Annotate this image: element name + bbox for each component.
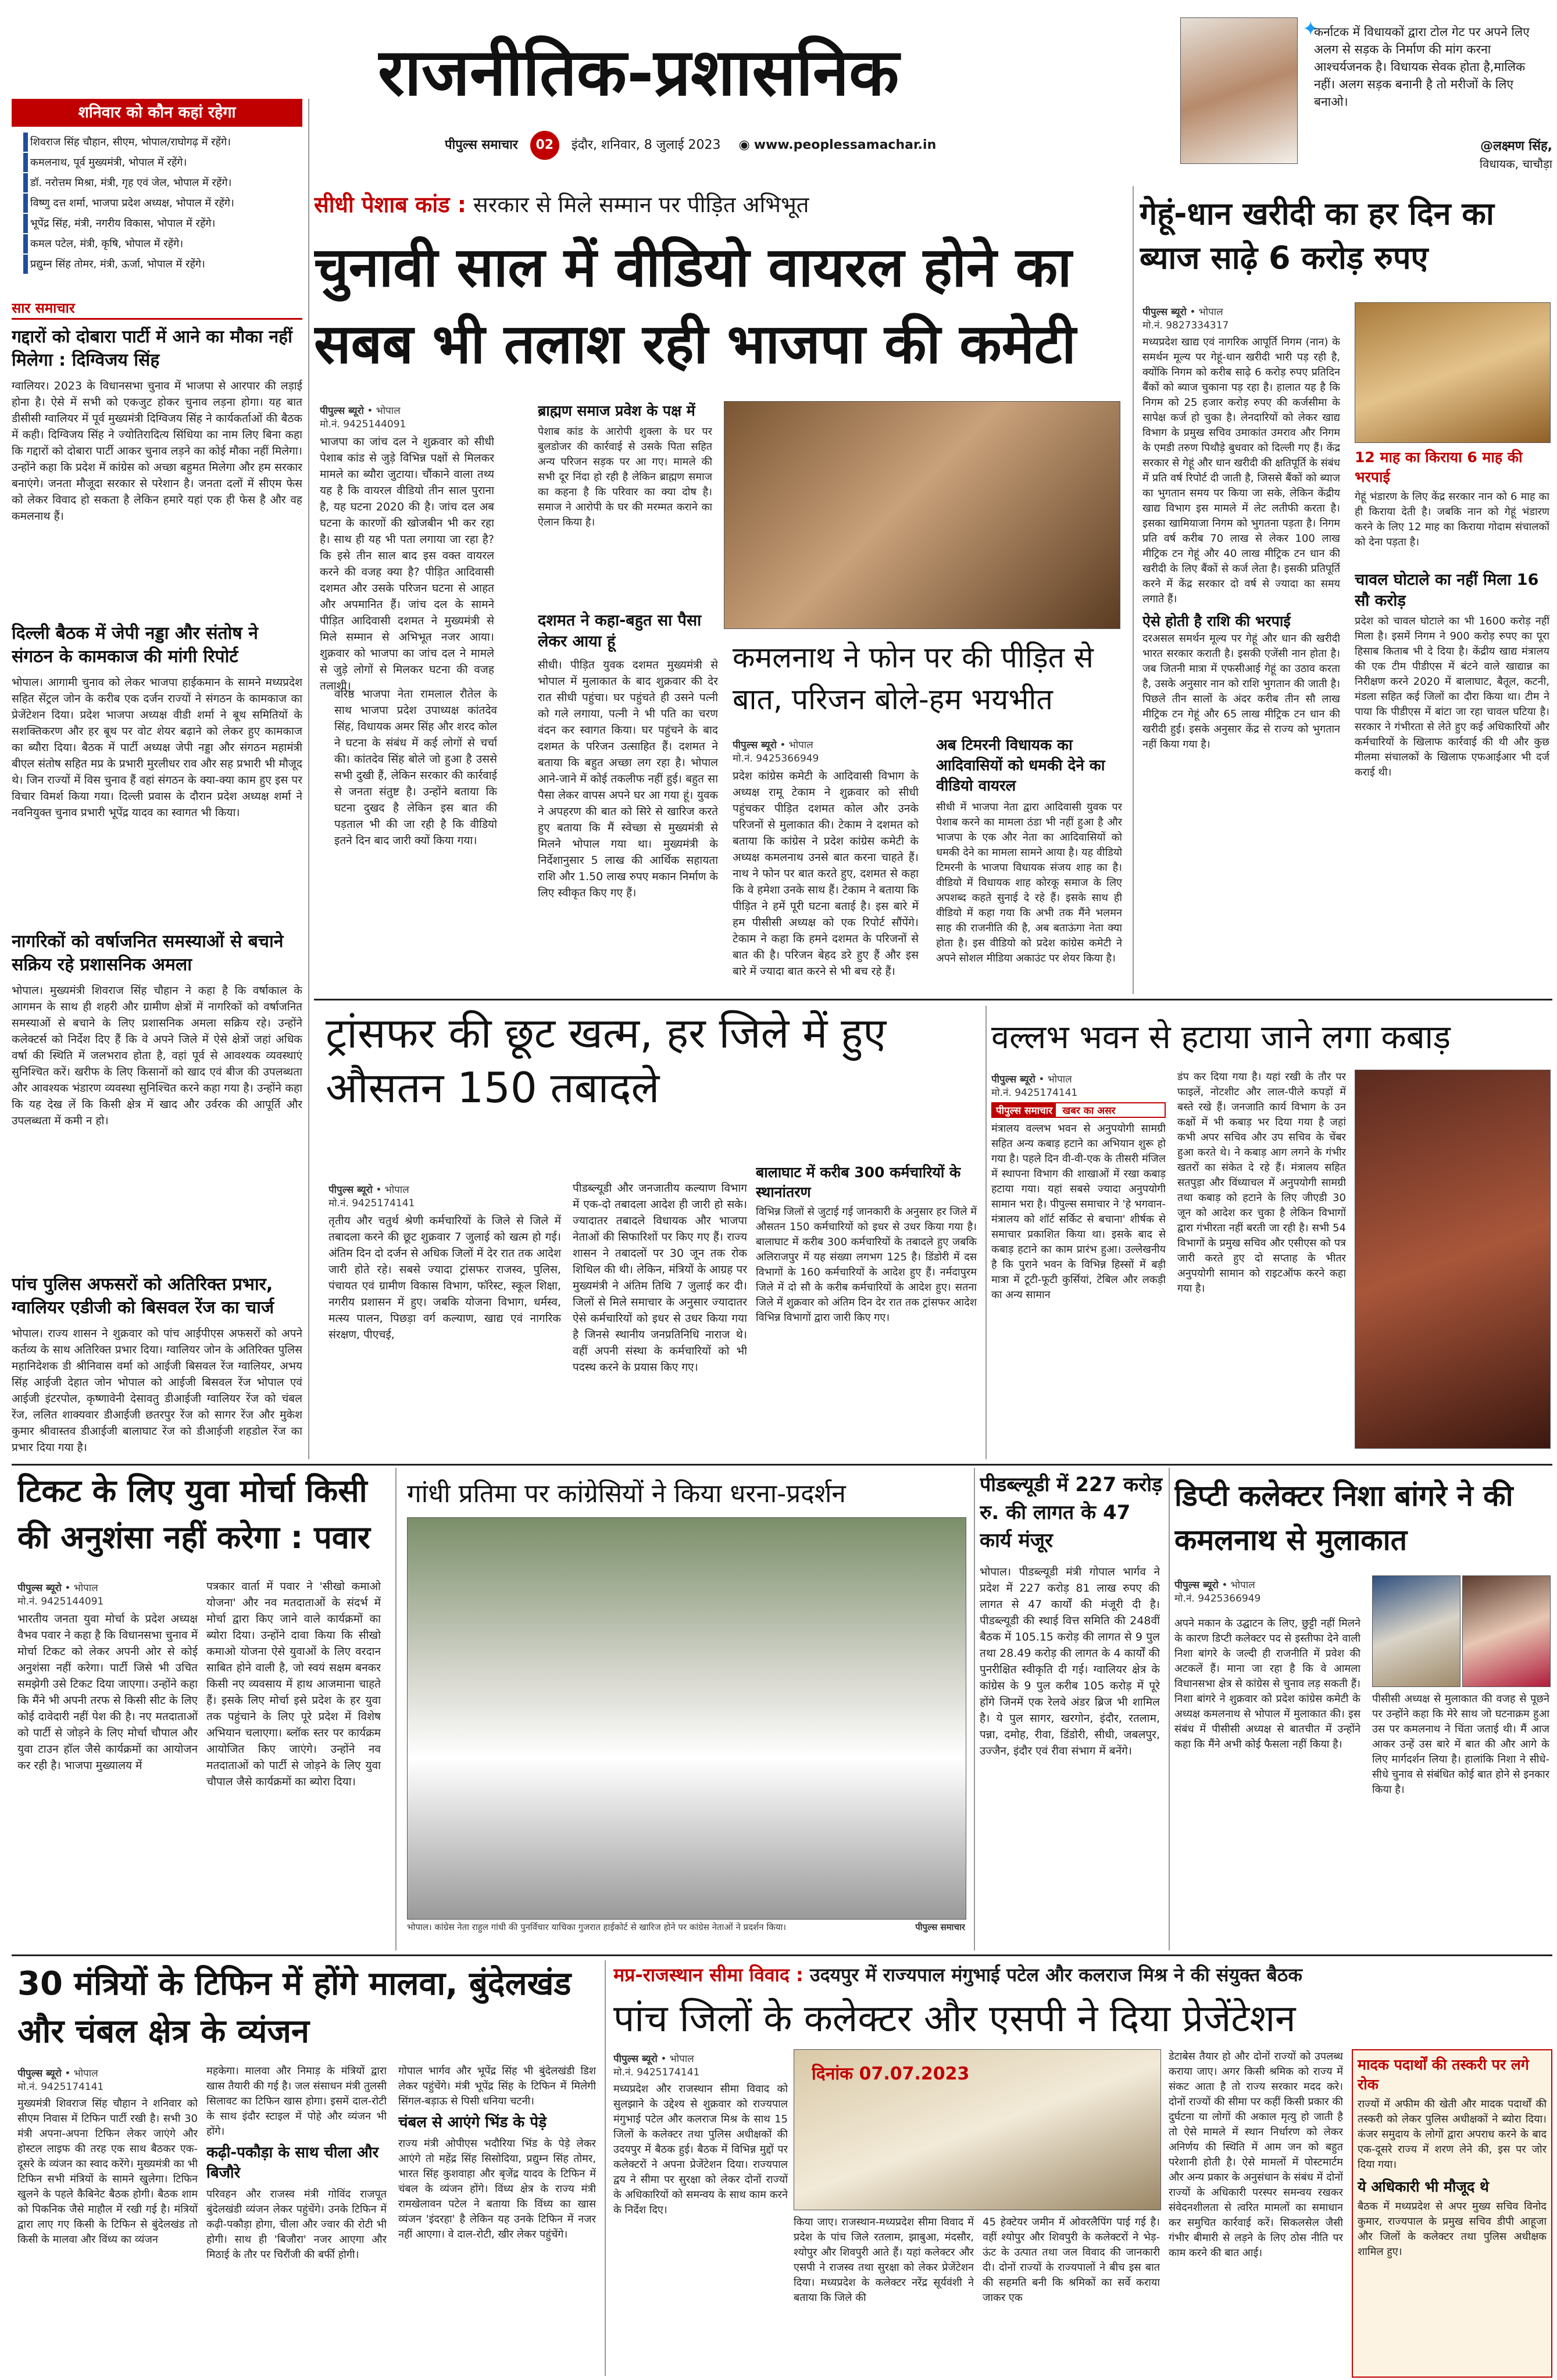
narcotics-head: मादक पदार्थों की तस्करी पर लगे रोक <box>1358 2056 1529 2093</box>
saar-story-3 <box>12 930 302 1267</box>
pawar-col-1: पीपुल्स ब्यूरो • भोपाल मो.नं. 9425144091 भारतीय जनता युवा मोर्चा के प्रदेश अध्यक्ष वैभव पवार ने कहा है कि विधानसभा चुनाव में मोर्चा टिकट को लेकर अपनी ओर से कोई अनुशंसा नहीं करेगा। पार्टी जिसे भी उचित समझेगी उसे टिकट दिया जाएगा। उन्होंने कहा कि मैंने भी अपनी तरफ से किसी सीट के लिए कोई दावेदारी नहीं पेश की है। नए मतदाताओं को पार्टी से जोड़ने के लिए मोर्चा चौपाल और युवा टाउन हॉल जैसे कार्यक्रमों का आयोजन कर रही है। भाजपा मुख्यालय में <box>17 1578 198 1950</box>
nisha-place: भोपाल <box>1230 1579 1255 1591</box>
wheat-body: मध्यप्रदेश खाद्य एवं नागरिक आपूर्ति निगम (नान) के समर्थन मूल्य पर गेहूं-धान खरीदी भारी पड़ रही है, क्योंकि निगम को करीब साढ़े 6 करोड़ रुपए प्रतिदिन बैंकों को ब्याज चुकाना पड़ रहा है। हालात यह है कि निगम को 25 हजार करोड़ रुपए की कर्जसीमा के सापेक्ष कर्ज हो चुका है। लेनदारियों को लेकर खाद्य विभाग के प्रमुख सचिव उमाकांत उमराव और निगम के एमडी तरुण पिथौड़े बुधवार को दिल्ली गए हैं। केंद्र सरकार से गेहूं और धान खरीदी की क्षतिपूर्ति के संबंध में प्रति वर्ष रिपोर्ट दी जाती है, जिससे बैंकों को ब्याज का भुगतान समय पर किया जा सके, लेकिन केंद्रीय खाद्य विभाग इस मामले में लेट लतीफी करता है। इसका खामियाजा निगम को भुगतना पड़ता है। निगम प्रति वर्ष करीब 70 लाख से लेकर 100 लाख मीट्रिक टन गेहूं और 40 लाख मीट्रिक टन धान की खरीदी के लिए बैंकों से कर्ज लेता है। इसकी प्रतिपूर्ति करने में केंद्र सरकार दो वर्ष से ज्यादा का समय लगाते हैं। <box>1142 336 1340 605</box>
nisha-byline-block: पीपुल्स ब्यूरो • भोपाल मो.नं. 9425366949 <box>1174 1575 1372 1610</box>
schedule-item: भूपेंद्र सिंह, मंत्री, नगरीय विकास, भोपाल में रहेंगे। <box>23 214 302 233</box>
kamalnath-photo <box>1372 1575 1460 1687</box>
border-col-4 <box>1169 2049 1343 2378</box>
pawar-mobile: मो.नं. 9425144091 <box>17 1596 104 1607</box>
pawar-headline: टिकट के लिए युवा मोर्चा किसी की अनुशंसा नहीं करेगा : पवार <box>17 1473 370 1556</box>
khabar-ka-asar-badge <box>991 1102 1166 1118</box>
vallabh-place: भोपाल <box>1047 1074 1072 1085</box>
column-rule <box>395 1468 397 1950</box>
schedule-title: शनिवार को कौन कहां रहेगा <box>12 99 302 127</box>
transfer-col2-body: पीडब्ल्यूडी और जनजातीय कल्याण विभाग में एक-दो तबादला आदेश ही जारी हो सके। ज्यादातर तबादले विधायक और भाजपा नेताओं की सिफारिशों पर किए गए हैं। राज्य शासन ने तबादलों पर 30 जून तक रोक शिथिल की थी। लेकिन, मंत्रियों के आग्रह पर मुख्यमंत्री ने अंतिम तिथि 7 जुलाई कर दी। जिलों से मिले समाचार के अनुसार ज्यादातर ऐसे कर्मचारियों को इधर से उधर किया गया है जिनसे स्थानीय जनप्रतिनिधि नाराज थे। वहीं अपनी संस्था के कर्मचारियों को भी पदस्थ करने के प्रयास किए गए। <box>573 1182 747 1374</box>
border-place: भोपाल <box>669 2053 694 2065</box>
saar-1-headline: गद्दारों को दोबारा पार्टी में आने का मौका नहीं मिलेगा : दिग्विजय सिंह <box>12 327 292 370</box>
wheat-byline: पीपुल्स ब्यूरो <box>1142 306 1187 318</box>
lead-col2-body: वरिष्ठ भाजपा नेता रामलाल रौतेल के साथ भाजपा प्रदेश उपाध्यक्ष कांतदेव सिंह, विधायक अमर सिंह और शरद कोल ने घटना के संबंध में कई लोगों से चर्चा की। कांतदेव सिंह बोले जो हुआ है उससे सभी दुखी हैं, लेकिन सरकार की कार्रवाई से जनता संतुष्ट है। उन्होंने बताया कि घटना दुखद है लेकिन इस बात की पड़ताल भी की जा रही है कि वीडियो इतने दिन बाद जारी क्यों किया गया। <box>334 688 497 847</box>
transfer-byline: पीपुल्स ब्यूरो <box>328 1184 373 1196</box>
nisha-col-left <box>1174 1616 1360 1947</box>
kc-byline: पीपुल्स ब्यूरो <box>733 739 777 751</box>
vallabh-col1-body: मंत्रालय वल्लभ भवन से अनुपयोगी सामग्री सहित अन्य कबाड़ हटाने का अभियान शुरू हो गया है। पहले दिन वी-वी-एक के तीसरी मंजिल में स्थापना विभाग की शाखाओं में रखा कबाड़ हटाया गया। यहां सबसे ज्यादा अनुपयोगी सामान भरा है। पीपुल्स समाचार ने 'हे भगवान- मंत्रालय को शॉर्ट सर्किट से बचाना' शीर्षक से समाचार प्रकाशित किया था। इसके बाद से कबाड़ हटाने का काम प्रारंभ हुआ। उल्लेखनीय है कि पुराने भवन के विभिन्न हिस्सों में बड़ी मात्रा में टूटी-फूटी कुर्सियां, टेबिल और लकड़ी का अन्य सामान <box>991 1123 1166 1301</box>
saar-1-body: ग्वालियर। 2023 के विधानसभा चुनाव में भाजपा से आरपार की लड़ाई होना है। ऐसे में सभी को एकजुट होकर चुनाव लड़ना होगा। यह बात डीसीसी ग्वालियर में पूर्व मुख्यमंत्री दिग्विजय सिंह ने कार्यकर्ताओं की बैठक में कही। दिग्विजय सिंह ने ज्योतिरादित्य सिंधिया का नाम लिए बिना कहा कि गद्दारों को दोबारा पार्टी आकर चुनाव लड़ने का कोई मौका नहीं मिलेगा। उन्होंने कहा कि प्रदेश में कांग्रेस को अच्छा बहुमत मिलेगा और हम सरकार बनाएंगे। जनता मौजूदा सरकार से परेशान है। जनता दलों में सीएम फेस को लेकर विवाद हो सकता है लेकिन हमारे यहां एक ही फेस है और वह कमलनाथ हैं। <box>12 380 302 523</box>
wheat-subhead: ऐसे होती है राशि की भरपाई <box>1142 613 1291 630</box>
column-rule <box>605 1960 606 2376</box>
pawar-col1-body: भारतीय जनता युवा मोर्चा के प्रदेश अध्यक्ष वैभव पवार ने कहा है कि विधानसभा चुनाव में मोर्चा टिकट को लेकर अपनी ओर से कोई अनुशंसा नहीं करेगा। पार्टी जिसे भी उचित समझेगी उसे टिकट दिया जाएगा। उन्होंने कहा कि मैंने भी अपनी तरफ से किसी सीट के लिए कोई दावेदारी नहीं पेश की है। नए मतदाताओं को पार्टी से जोड़ने के लिए मोर्चा चौपाल और युवा टाउन हॉल जैसे कार्यक्रमों का आयोजन कर रही है। भाजपा मुख्यालय में <box>17 1613 198 1772</box>
officials-body: बैठक में मध्यप्रदेश से अपर मुख्य सचिव विनोद कुमार, राज्यपाल के प्रमुख सचिव डीपी आहूजा और जिलों के कलेक्टर तथा पुलिस अधीक्षक शामिल हुए। <box>1358 2200 1547 2258</box>
wheat-story: पीपुल्स ब्यूरो • भोपाल मो.नं. 9827334317 मध्यप्रदेश खाद्य एवं नागरिक आपूर्ति निगम (नान) के समर्थन मूल्य पर गेहूं-धान खरीदी भारी पड़ रही है, क्योंकि निगम को करीब साढ़े 6 करोड़ रुपए प्रतिदिन बैंकों को ब्याज चुकाना पड़ रहा है। हालात यह है कि निगम को 25 हजार करोड़ रुपए की कर्जसीमा के सापेक्ष कर्ज हो चुका है। लेनदारियों को लेकर खाद्य विभाग के प्रमुख सचिव उमाकांत उमराव और निगम के एमडी तरुण पिथौड़े बुधवार को दिल्ली गए हैं। केंद्र सरकार से गेहूं और धान खरीदी की क्षतिपूर्ति के संबंध में प्रति वर्ष रिपोर्ट दी जाती है, जिससे बैंकों को ब्याज का भुगतान समय पर किया जा सके, लेकिन केंद्रीय खाद्य विभाग इस मामले में लेट लतीफी करता है। इसका खामियाजा निगम को भुगतना पड़ता है। निगम प्रति वर्ष करीब 70 लाख से लेकर 100 लाख मीट्रिक टन गेहूं और 40 लाख मीट्रिक टन धान की खरीदी के लिए बैंकों से कर्ज लेता है। इसकी प्रतिपूर्ति करने में केंद्र सरकार दो वर्ष से ज्यादा का समय लगाते हैं। ऐसे होती है राशि की भरपाई दरअसल समर्थन मूल्य पर गेहूं और धान की खरीदी भारत सरकार कराती है। इसकी एजेंसी नान होता है। जब जितनी मात्रा में एफसीआई गेहूं का उठाव करता है, उसके अनुसार नान को राशि भुगतान की जाती है। पिछले तीन सालों के अंदर करीब तीन सौ लाख मीट्रिक टन गेहूं और 65 लाख मीट्रिक टन धान की खरीदी हुई। इसके अनुसार केंद्र से राज्य को भुगतान नहीं किया गया है। <box>1142 302 1340 994</box>
tiffin-col-2 <box>206 2064 387 2378</box>
saar-3-body: भोपाल। मुख्यमंत्री शिवराज सिंह चौहान ने कहा है कि वर्षाकाल के आगमन के साथ ही शहरी और ग्रामीण क्षेत्रों में नागरिकों को वर्षाजनित समस्याओं से बचाने के लिए प्रशासनिक अमला सक्रिय रहे। उन्होंने कलेक्टर्स को निर्देश दिए हैं कि वे अपने जिले में ऐसे क्षेत्रों जहां अधिक वर्षा की स्थिति में जलभराव होता है, वहां पूर्व से आवश्यक व्यवस्थाएं सुनिश्चित करें। खरीफ के लिए किसानों को खाद एवं बीज की उपलब्धता और आवश्यक भंडारण व्यवस्था सुनिश्चित करने कहा गया है। उन्होंने कहा कि यह देख लें कि किसी क्षेत्र में खाद और उर्वरक की आपूर्ति और उपलब्धता में कमी न हो। <box>12 984 302 1127</box>
section-rule <box>314 999 1552 1000</box>
border-col4-body: डेटाबेस तैयार हो और दोनों राज्यों को उपलब्ध कराया जाए। अगर किसी श्रमिक को राज्य में संकट आता है तो राज्य सरकार मदद करे। दोनों राज्यों की सीमा पर कहीं किसी प्रकार की दुर्घटना या लोगों की अकाल मृत्यु हो जाती है तो ऐसे मामले में स्थान निर्धारण को लेकर अनिर्णय की स्थिति में आम जन को बहुत परेशानी होती है। ऐसे मामलों में पोस्टमार्टम और अन्य प्रकार के अनुसंधान के संबंध में दोनों राज्यों के अधिकारी परस्पर समन्वय रखकर संवेदनशीलता से त्वरित मामलों का समाधान कर समुचित कार्रवाई करें। सिकलसेल जैसी गंभीर बीमारी से लड़ने के लिए ठोस नीति पर काम करने की बात आई। <box>1169 2050 1343 2259</box>
dashmat-box <box>538 610 718 982</box>
border-kicker-rest: उदयपुर में राज्यपाल मंगुभाई पटेल और कलराज मिश्र ने की संयुक्त बैठक <box>809 1964 1302 1986</box>
lead-col1-body: भाजपा का जांच दल ने शुक्रवार को सीधी पेशाब कांड से जुड़े विभिन्न पक्षों से मिलकर मामले का ब्यौरा जुटाया। चौंकाने वाला तथ्य यह है कि वायरल वीडियो तीन साल पुराना है, यह घटना 2020 की है। जांच दल अब घटना के कारणों की खोजबीन भी कर रहा है। साथ ही यह भी पता लगाया जा रहा है? कि इसे तीन साल बाद इस वक्त वायरल करने की वजह क्या है? पीड़ित आदिवासी दशमत और उसके परिजन घटना से आहत और अपमानित हैं। जांच दल के सामने पीड़ित आदिवासी दशमत ने मुख्यमंत्री से मिले सम्मान से अभिभूत नजर आया। शुक्रवार को भाजपा का जांच दल ने मामले से जुड़े लोगों से मिलकर घटना की वजह तलाशी। <box>320 435 494 692</box>
schedule-list <box>12 133 302 275</box>
vallabh-headline: वल्लभ भवन से हटाया जाने लगा कबाड़ <box>991 1019 1451 1056</box>
tweet-box <box>1174 12 1552 174</box>
brahmin-head: ब्राह्मण समाज प्रवेश के पक्ष में <box>538 402 695 419</box>
pawar-place: भोपाल <box>73 1582 98 1594</box>
nisha-headline: डिप्टी कलेक्टर निशा बांगरे ने की कमलनाथ से मुलाकात <box>1174 1479 1513 1557</box>
saar-2-body: भोपाल। आगामी चुनाव को लेकर भाजपा हाईकमान के सामने मध्यप्रदेश सहित सेंट्रल जोन के करीब एक दर्जन राज्यों ने संगठन के कामकाज का प्रेजेंटेशन दिया। प्रदेश भाजपा अध्यक्ष वीडी शर्मा ने बूथ समितियों के सशक्तिकरण और हर बूथ पर वोट शेयर बढ़ाने को लेकर हुए कामकाज का ब्यौरा दिया। बैठक में पार्टी अध्यक्ष जेपी नड्डा और संगठन महामंत्री बीएल संतोष सहित मप्र के प्रभारी मुरलीधर राव और सह प्रभारी भी मौजूद थे। जिन राज्यों में विस चुनाव हैं वहां संगठन के क्या-क्या काम हुए इस पर विचार विमर्श किया गया। दिल्ली प्रवास के दौरान प्रदेश अध्यक्ष शर्मा ने नवनियुक्त चुनाव प्रभारी भूपेंद्र यादव का स्वागत भी किया। <box>12 676 302 819</box>
dashmat-body: सीधी। पीड़ित युवक दशमत मुख्यमंत्री से भोपाल में मुलाकात के बाद शुक्रवार की देर रात सीधी पहुंचा। घर पहुंचते ही उसने पत्नी को गले लगाया, पत्नी ने भी पति का चरण वंदन कर स्वागत किया। घर पहुंचने के बाद दशमत के परिजन उत्साहित हैं। दशमत ने बताया कि बहुत अच्छा लग रहा है। भोपाल आने-जाने में कोई तकलीफ नहीं हुई। बहुत सा पैसा लेकर वापस अपने घर आ गया हूं। युवक ने अपहरण की बात को सिरे से खारिज करते हुए बताया कि मैं स्वेच्छा से मुख्यमंत्री से मिलने भोपाल गया था। मुख्यमंत्री के निर्देशानुसार 5 लाख की आर्थिक सहायता राशि और 1.50 लाख रुपए मकान निर्माण के लिए स्वीकृत किए गए हैं। <box>538 659 718 899</box>
lead-kicker-rest: सरकार से मिले सम्मान पर पीड़ित अभिभूत <box>473 192 809 217</box>
wheat-side1-head: 12 माह का किराया 6 माह की भरपाई <box>1355 449 1523 485</box>
nisha-photo <box>1462 1575 1551 1687</box>
lead-mobile: मो.नं. 9425144091 <box>320 419 406 430</box>
transfer-place: भोपाल <box>384 1184 409 1196</box>
lead-column-2 <box>334 686 497 977</box>
tiffin-sub2head: चंबल से आएंगे भिंड के पेड़े <box>398 2114 547 2131</box>
border-kicker: मप्र-राजस्थान सीमा विवाद : <box>613 1964 804 1986</box>
wheat-side2-body: प्रदेश को चावल घोटाले का भी 1600 करोड़ नहीं मिला है। इसमें निगम ने 900 करोड़ रुपए का पूरा हिसाब किताब भी दे दिया है। केंद्रीय खाद्य मंत्रालय की एक टीम पीडीएस में बंटने वाले खाद्यान्न का निरीक्षण करने 2020 में बालाघाट, बैतूल, कटनी, मंडला सहित कई जिलों का दौरा किया था। टीम ने पाया कि पीडीएस में बांटा जा रहा चावल घटिया है। सरकार ने गंभीरता से लेते हुए कई अधिकारियों और कर्मचारियों के खिलाफ कार्रवाई की थी और कुछ मीलमा संचालकों के खिलाफ एफआईआर भी दर्ज कराई थी। <box>1355 615 1549 778</box>
schedule-item: प्रद्युम्न सिंह तोमर, मंत्री, ऊर्जा, भोपाल में रहेंगे। <box>23 255 302 274</box>
tiffin-col3-body: गोपाल भार्गव और भूपेंद्र सिंह भी बुंदेलखंडी डिश लेकर पहुंचेंगे। मंत्री भूपेंद्र सिंह के टिफिन में मिलेगी सिंगल-बड़ाऊ से पिसी धनिया चटनी। <box>398 2065 596 2107</box>
nisha-col-right <box>1372 1692 1549 1947</box>
nisha-mobile: मो.नं. 9425366949 <box>1174 1593 1261 1604</box>
border-col3-body: 45 हेक्टेयर जमीन में ओवरलैपिंग पाई गई है। वहीं श्योपुर और शिवपुरी के कलेक्टरों ने भेड़-ऊंट के उत्पात तथा जल विवाद की जानकारी दी। दोनों राज्यों के राज्यपालों ने बीच इस बात की सहमति बनी कि श्रमिकों का सर्वे कराया जाकर एक <box>983 2216 1160 2304</box>
tweet-author: @लक्ष्मण सिंह, <box>1480 139 1552 153</box>
wheat-side-1 <box>1355 448 1549 570</box>
vallabh-col2-body: डंप कर दिया गया है। यहां रखी के तौर पर फाइलें, नोटशीट और लाल-पीले कपड़ों में बस्ते रखे हैं। जनजाति कार्य विभाग के उन कक्षों में भी कबाड़ भर दिया गया है जहां कभी अपर सचिव और उप सचिव के चेंबर हुआ करते थे। ने कबाड़ आग लगने के गंभीर खतरों का संकेत दे रहे हैं। मंत्रालय सहित सतपुड़ा और विंध्याचल में अनुपयोगी सामग्री तथा कबाड़ को हटाने के लिए जीएडी 30 जून को आदेश कर चुका है लेकिन विभागों द्वारा गंभीरता नहीं बरती जा रही है। सभी 54 विभागों के प्रमुख सचिव और एसीएस को पत्र जारी करते हुए दो सप्ताह के भीतर अनुपयोगी सामान को राइटऑफ करने कहा गया है। <box>1177 1071 1346 1295</box>
schedule-box <box>12 99 302 291</box>
border-col-1: पीपुल्स ब्यूरो • भोपाल मो.नं. 9425174141 मध्यप्रदेश और राजस्थान सीमा विवाद को सुलझाने के उद्देश्य से शुक्रवार को राज्यपाल मंगुभाई पटेल और कलराज मिश्र के साथ 15 जिलों के कलेक्टर तथा पुलिस अधीक्षकों की उदयपुर में बैठक हुई। बैठक में विभिन्न मुद्दों पर कलेक्टरों ने अपना प्रेजेंटेशन दिया। राज्यपाल द्वय ने सीमा पर सुरक्षा को लेकर दोनों राज्यों के अधिकारियों को समन्वय के साथ काम करने के निर्देश दिए। <box>613 2049 788 2375</box>
narcotics-body: राज्यों में अफीम की खेती और मादक पदार्थों की तस्करी को लेकर पुलिस अधीक्षकों ने ब्योरा दिया। कंजर समुदाय के लोगों द्वारा अपराध करने के बाद एक-दूसरे राज्य में शरण लेने की, इस पर जोर दिया गया। <box>1358 2098 1547 2171</box>
page-number: 02 <box>530 131 559 160</box>
tiffin-subhead: कढ़ी-पकौड़ा के साथ चीला और बिजौरे <box>206 2144 379 2182</box>
dashmat-head: दशमत ने कहा-बहुत सा पैसा लेकर आया हूं <box>538 612 702 651</box>
balaghat-box <box>756 1163 977 1459</box>
paper-name: पीपुल्स समाचार <box>445 138 518 152</box>
border-col-2 <box>794 2215 974 2378</box>
lead-kicker-row <box>314 187 1128 222</box>
transfer-col-1: पीपुल्स ब्यूरो • भोपाल मो.नं. 9425174141 तृतीय और चतुर्थ श्रेणी कर्मचारियों के जिले से जिले में तबादला करने की छूट शुक्रवार 7 जुलाई को खत्म हो गई। अंतिम दिन दो दर्जन से अधिक जिलों में देर रात तक आदेश जारी होते रहे। सबसे ज्यादा ट्रांसफर राजस्व, पुलिस, पंचायत एवं ग्रामीण विकास विभाग, फॉरेस्ट, स्कूल शिक्षा, नगरीय प्रशासन में हुए। जबकि योजना विभाग, धर्मस्व, मत्स्य पालन, पिछड़ा वर्ग कल्याण, खाद्य एवं नागरिक संरक्षण, पीएचई, <box>328 1180 561 1459</box>
wheat-mobile: मो.नं. 9827334317 <box>1142 320 1229 331</box>
section-rule <box>12 1464 1552 1466</box>
border-kicker-row <box>613 1960 1552 1989</box>
wheat-side1-body: गेहूं भंडारण के लिए केंद्र सरकार नान को 6 माह का ही किराया देती है। जबकि नान को गेहूं भंडारण करने के लिए 12 माह का किराया गोदाम संचालकों को देना पड़ता है। <box>1355 491 1549 548</box>
tiffin-subbody: परिवहन और राजस्व मंत्री गोविंद राजपूत बुंदेलखंडी व्यंजन लेकर पहुंचेंगे। उनके टिफिन में कढ़ी-पकौड़ा होगा, चीला और ज्वार की रोटी भी होगी। साथ ही 'बिजौरा' नजर आएगा और मिठाई के तौर पर चिरौंजी की बर्फी होगी। <box>206 2188 387 2261</box>
wheat-side-2 <box>1355 570 1549 936</box>
photo-date-banner: दिनांक 07.07.2023 <box>812 2064 970 2084</box>
governors-meeting-photo <box>794 2049 1161 2210</box>
globe-icon: ◉ <box>738 138 750 152</box>
schedule-item: शिवराज सिंह चौहान, सीएम, भोपाल/राघोगढ़ में रहेंगे। <box>23 133 302 152</box>
gandhi-caption: भोपाल। कांग्रेस नेता राहुल गांधी की पुनर्विचार याचिका गुजरात हाईकोर्ट से खारिज होने पर कांग्रेस नेताओं ने प्रदर्शन किया। <box>407 1922 787 1932</box>
victim-meeting-photo <box>724 401 1120 629</box>
kc-mobile: मो.नं. 9425366949 <box>733 753 819 764</box>
section-rule <box>12 1954 1552 1956</box>
saar-2-headline: दिल्ली बैठक में जेपी नड्डा और संतोष ने संगठन के कामकाज की मांगी रिपोर्ट <box>12 623 258 667</box>
column-rule <box>308 99 309 1459</box>
tiffin-col2-body: महकेगा। मालवा और निमाड़ के मंत्रियों द्वारा खास तैयारी की गई है। जल संसाधन मंत्री तुलसी सिलावट का टिफिन खास होगा। इसमें दाल-रोटी के साथ इंदौर स्टाइल में पोहे और व्यंजन भी होंगे। <box>206 2065 387 2138</box>
wheat-subbody: दरअसल समर्थन मूल्य पर गेहूं और धान की खरीदी भारत सरकार कराती है। इसकी एजेंसी नान होता है। जब जितनी मात्रा में एफसीआई गेहूं का उठाव करता है, उसके अनुसार नान को राशि भुगतान की जाती है। पिछले तीन सालों के अंदर करीब तीन सौ लाख मीट्रिक टन गेहूं और 65 लाख मीट्रिक टन धान की खरीदी हुई। इसके अनुसार केंद्र से राज्य को भुगतान नहीं किया गया है। <box>1142 632 1340 751</box>
tiffin-col1-body: मुख्यमंत्री शिवराज सिंह चौहान ने शनिवार को सीएम निवास में टिफिन पार्टी रखी है। सभी 30 मंत्री अपना-अपना टिफिन लेकर जाएंगे और होस्टल लाइफ की तरह एक साथ बैठकर एक-दूसरे के व्यंजन का स्वाद करेंगे। मुख्यमंत्री का भी टिफिन सभी मंत्रियों के सामने खुलेगा। टिफिन खुलने के पहले कैबिनेट बैठक होगी। बैठक शाम को पिकनिक जैसे माहौल में रखी गई है। मंत्रियों द्वारा लाए गए किसी के टिफिन से बुंदेलखंड तो किसी के मालवा और विंध्य का व्यंजन <box>17 2097 198 2246</box>
lead-column-1: पीपुल्स ब्यूरो • भोपाल मो.नं. 9425144091 भाजपा का जांच दल ने शुक्रवार को सीधी पेशाब कांड से जुड़े विभिन्न पक्षों से मिलकर मामले का ब्यौरा जुटाया। चौंकाने वाला तथ्य यह है कि वायरल वीडियो तीन साल पुराना है, यह घटना 2020 की है। जांच दल अब घटना के कारणों की खोजबीन भी कर रहा है। साथ ही यह भी पता लगाया जा रहा है? कि इसे तीन साल बाद इस वक्त वायरल करने की वजह क्या है? पीड़ित आदिवासी दशमत और उसके परिजन घटना से आहत और अपमानित हैं। जांच दल के सामने पीड़ित आदिवासी दशमत ने मुख्यमंत्री से मिले सम्मान से अभिभूत नजर आया। शुक्रवार को भाजपा का जांच दल ने मामले से जुड़े लोगों से मिलकर घटना की वजह तलाशी। <box>320 401 494 982</box>
wheat-headline: गेहूं-धान खरीदी का हर दिन का ब्याज साढ़े 6 करोड़ रुपए <box>1140 195 1494 276</box>
brahmin-box <box>538 401 712 605</box>
saar-4-headline: पांच पुलिस अफसरों को अतिरिक्त प्रभार, ग्वालियर एडीजी को बिसवल रेंज का चार्ज <box>12 1274 274 1318</box>
nisha-col-top: अपने मकान के उद्घाटन के लिए, छुट्टी नहीं मिलने के कारण डिप्टी कलेक्टर पद से इस्तीफा देने वाली निशा बांगरे के जल्दी ही राजनीति में प्रवेश की अटकलें हैं। माना जा रहा है कि वे आमला विधानसभा क्षेत्र से कांग्रेस से चुनाव लड़ सकती हैं। निशा बांगरे ने शुक्रवार को प्रदेश कांग्रेस कमेटी के अध्यक्ष कमलनाथ से भोपाल में मुलाकात की। इस संबंध में पीसीसी अध्यक्ष से बातचीत में उन्होंने कहा कि मैंने अभी कोई फैसला नहीं किया है। <box>1174 1617 1360 1750</box>
timarni-body: सीधी में भाजपा नेता द्वारा आदिवासी युवक पर पेशाब करने का मामला ठंडा भी नहीं हुआ है और भाजपा के एक और नेता का आदिवासियों को धमकी देने का मामला सामने आया है। यह वीडियो टिमरनी के भाजपा विधायक संजय शाह का है। वीडियो में विधायक शाह कोरकू समाज के लिए अपशब्द कहते सुनाई दे रहे हैं। इसके साथ ही वीडियो में कहा गया कि अभी तक मैंने भलमन साह की राजनीति की है, अब बताऊंगा नेता क्या होता है। इस वीडियो को प्रदेश कांग्रेस कमेटी ने अपने सोशल मीडिया अकाउंट पर शेयर किया है। <box>936 801 1122 964</box>
wheat-place: भोपाल <box>1198 306 1223 318</box>
column-rule <box>1133 186 1134 994</box>
transfer-col-2 <box>573 1180 747 1459</box>
border-byline: पीपुल्स ब्यूरो <box>613 2053 658 2065</box>
schedule-item: विष्णु दत्त शर्मा, भाजपा प्रदेश अध्यक्ष, भोपाल में रहेंगे। <box>23 194 302 213</box>
tiffin-place: भोपाल <box>73 2068 98 2079</box>
border-col-3 <box>983 2215 1160 2378</box>
wheat-photo <box>1355 302 1551 443</box>
pwd-headline: पीडब्ल्यूडी में 227 करोड़ रु. की लागत के 47 कार्य मंजूर <box>980 1473 1163 1552</box>
lead-byline: पीपुल्स ब्यूरो <box>320 405 364 417</box>
vallabh-mobile: मो.नं. 9425174141 <box>991 1087 1078 1099</box>
kc-body: प्रदेश कांग्रेस कमेटी के आदिवासी विभाग के अध्यक्ष रामू टेकाम ने शुक्रवार को सीधी पहुंचकर पीड़ित दशमत कोल और उनके परिजनों से मुलाकात की। टेकाम ने दशमत को बताया कि कांग्रेस ने प्रदेश कांग्रेस कमेटी के अध्यक्ष कमलनाथ उनसे बात करना चाहते हैं। नाथ ने फोन पर बात करते हुए, दशमत से कहा कि वे हमेशा उनके साथ हैं। टेकाम ने बताया कि पीड़ित ने हमें पूरी घटना बताई है। इस बारे में हम पीसीसी अध्यक्ष को एक रिपोर्ट सौंपेंगे। टेकाम ने कहा कि हमने दशमत के परिजनों से बात की है। परिजन बेहद डरे हुए हैं और इस बारे में ज्यादा बात करने से भी बच रहे हैं। <box>733 770 919 978</box>
border-col1-body: मध्यप्रदेश और राजस्थान सीमा विवाद को सुलझाने के उद्देश्य से शुक्रवार को राज्यपाल मंगुभाई पटेल और कलराज मिश्र के साथ 15 जिलों के कलेक्टर तथा पुलिस अधीक्षकों की उदयपुर में बैठक हुई। बैठक में विभिन्न मुद्दों पर कलेक्टरों ने अपना प्रेजेंटेशन दिया। राज्यपाल द्वय ने सीमा पर सुरक्षा को लेकर दोनों राज्यों के अधिकारियों को समन्वय के साथ काम करने के निर्देश दिए। <box>613 2083 788 2216</box>
transfer-mobile: मो.नं. 9425174141 <box>328 1198 415 1209</box>
transfer-col1-body: तृतीय और चतुर्थ श्रेणी कर्मचारियों के जिले से जिले में तबादला करने की छूट शुक्रवार 7 जुलाई को खत्म हो गई। अंतिम दिन दो दर्जन से अधिक जिलों में देर रात तक आदेश जारी होते रहे। सबसे ज्यादा ट्रांसफर राजस्व, पुलिस, पंचायत एवं ग्रामीण विकास विभाग, फॉरेस्ट, स्कूल शिक्षा, नगरीय प्रशासन में हुए। जबकि योजना विभाग, धर्मस्व, मत्स्य पालन, पिछड़ा वर्ग कल्याण, खाद्य एवं नागरिक संरक्षण, पीएचई, <box>328 1214 561 1341</box>
mla-photo <box>1180 17 1298 164</box>
kamalnath-call-headline: कमलनाथ ने फोन पर की पीड़ित से बात, परिजन बोले-हम भयभीत <box>733 641 1094 716</box>
tiffin-headline: 30 मंत्रियों के टिफिन में होंगे मालवा, बुंदेलखंड और चंबल क्षेत्र के व्यंजन <box>17 1965 572 2050</box>
kamalnath-call-story: पीपुल्स ब्यूरो • भोपाल मो.नं. 9425366949 प्रदेश कांग्रेस कमेटी के आदिवासी विभाग के अध्यक्ष रामू टेकाम ने शुक्रवार को सीधी पहुंचकर पीड़ित दशमत कोल और उनके परिजनों से मुलाकात की। टेकाम ने दशमत को बताया कि कांग्रेस ने प्रदेश कांग्रेस कमेटी के अध्यक्ष कमलनाथ उनसे बात करना चाहते हैं। नाथ ने फोन पर बात करते हुए, दशमत से कहा कि वे हमेशा उनके साथ हैं। टेकाम ने बताया कि पीड़ित ने हमें पूरी घटना बताई है। इस बारे में हम पीसीसी अध्यक्ष को एक रिपोर्ट सौंपेंगे। टेकाम ने कहा कि हमने दशमत के परिजनों से बात की है। परिजन बेहद डरे हुए हैं और इस बारे में ज्यादा बात करने से भी बच रहे हैं। <box>733 735 919 985</box>
nisha-col-right-body: पीसीसी अध्यक्ष से मुलाकात की वजह से पूछने पर उन्होंने कहा कि मेरे साथ जो घटनाक्रम हुआ उस पर कमलनाथ ने चिंता जताई थी। मैं आज आकर उन्हें उस बारे में बात की और आगे के लिए मार्गदर्शन लिया है। हालांकि निशा ने सीधे-सीधे चुनाव से संबंधित कोई बात होने से इनकार किया है। <box>1372 1693 1549 1796</box>
saar-story-4 <box>12 1273 302 1459</box>
date-line: इंदौर, शनिवार, 8 जुलाई 2023 <box>571 138 721 152</box>
pawar-col-2 <box>206 1578 381 1950</box>
dateline-row <box>445 129 1026 161</box>
transfer-headline: ट्रांसफर की छूट खत्म, हर जिले में हुए औसतन 150 तबादले <box>326 1009 887 1112</box>
twitter-icon: ✦ <box>1302 17 1319 41</box>
column-rule <box>985 1006 987 1459</box>
saar-4-body: भोपाल। राज्य शासन ने शुक्रवार को पांच आईपीएस अफसरों को अपने कर्तव्य के साथ अतिरिक्त प्रभार दिया। ग्वालियर जोन के अतिरिक्त पुलिस महानिदेशक डी श्रीनिवास वर्मा को आईजी बिसवल रेंज ग्वालियर, अभय सिंह आईजी देहात जोन भोपाल को आईजी बिसवल रेंज भोपाल एवं आईजी इंटरपोल, कृष्णावेनी देसावतु डीआईजी ग्वालियर रेंज को चंबल रेंज, ललित शाक्यवार डीआईजी छतरपुर रेंज को सागर रेंज और मुकेश कुमार श्रीवास्तव डीआईजी बालाघाट रेंज को डीआईजी शहडोल रेंज का प्रभार दिया गया है। <box>12 1327 302 1454</box>
lead-place: भोपाल <box>376 405 401 417</box>
cleaning-photo <box>1355 1070 1551 1449</box>
balaghat-body: विभिन्न जिलों से जुटाई गई जानकारी के अनुसार हर जिले में औसतन 150 कर्मचारियों को इधर से उधर किया गया है। बालाघाट में करीब 300 कर्मचारियों के तबादले हुए जबकि अलिराजपुर में यह संख्या लगभग 125 है। डिंडोरी में दस विभागों के 160 कर्मचारियों के आदेश हुए हैं। नर्मदापुरम जिले में दो सौ के करीब कर्मचारियों के आदेश हुए। सतना जिले में शुक्रवार को अंतिम दिन देर रात तक ट्रांसफर आदेश विभिन्न विभागों द्वारा जारी किए गए। <box>756 1206 977 1324</box>
lead-headline: चुनावी साल में वीडियो वायरल होने का सबब भी तलाश रही भाजपा की कमेटी <box>314 236 1076 376</box>
brahmin-body: पेशाब कांड के आरोपी शुक्ला के घर पर बुलडोजर की कार्रवाई से उसके पिता सहित अन्य परिजन सड़क पर आ गए। मामले की सभी दूर निंदा हो रही है लेकिन ब्राह्मण समाज का कहना है कि परिवार का क्या दोष है। समाज ने आरोपी के घर की मरम्मत कराने का ऐलान किया है। <box>538 426 712 528</box>
schedule-item: डॉ. नरोत्तम मिश्रा, मंत्री, गृह एवं जेल, भोपाल में रहेंगे। <box>23 173 302 192</box>
saar-label: सार समाचार <box>12 296 302 320</box>
officials-head: ये अधिकारी भी मौजूद थे <box>1358 2178 1489 2195</box>
narcotics-box <box>1352 2049 1552 2378</box>
kc-place: भोपाल <box>788 739 813 751</box>
timarni-head: अब टिमरनी विधायक का आदिवासियों को धमकी देने का वीडियो वायरल <box>936 737 1105 795</box>
protest-photo <box>407 1517 966 1920</box>
vallabh-col-1: पीपुल्स ब्यूरो • भोपाल मो.नं. 9425174141 पीपुल्स समाचार खबर का असर मंत्रालय वल्लभ भवन से अनुपयोगी सामग्री सहित अन्य कबाड़ हटाने का अभियान शुरू हो गया है। पहले दिन वी-वी-एक के तीसरी मंजिल में स्थापना विभाग की शाखाओं में रखा कबाड़ हटाया गया। यहां सबसे ज्यादा अनुपयोगी सामान भरा है। पीपुल्स समाचार ने 'हे भगवान- मंत्रालय को शॉर्ट सर्किट से बचाना' शीर्षक से समाचार प्रकाशित किया था। इसके बाद से कबाड़ हटाने का काम प्रारंभ हुआ। उल्लेखनीय है कि पुराने भवन के विभिन्न हिस्सों में बड़ी मात्रा में टूटी-फूटी कुर्सियां, टेबिल और लकड़ी का अन्य सामान <box>991 1070 1166 1459</box>
border-col2-body: किया जाए। राजस्थान-मध्यप्रदेश सीमा विवाद में प्रदेश के पांच जिले रतलाम, झाबुआ, मंदसौर, श्योपुर और शिवपुरी आते हैं। यहां कलेक्टर और एसपी ने राजस्व तथा सुरक्षा को लेकर प्रेजेंटेशन दिया। मध्यप्रदेश के कलेक्टर नरेंद्र सूर्यवंशी ने बताया कि जिले की <box>794 2216 974 2304</box>
badge-paper: पीपुल्स समाचार <box>992 1103 1056 1117</box>
timarni-box <box>936 735 1122 985</box>
saar-3-headline: नागरिकों को वर्षाजनित समस्याओं से बचाने सक्रिय रहे प्रशासनिक अमला <box>12 931 284 975</box>
pwd-story <box>980 1564 1160 1947</box>
tiffin-byline: पीपुल्स ब्यूरो <box>17 2068 62 2079</box>
border-mobile: मो.नं. 9425174141 <box>613 2067 700 2078</box>
gandhi-credit: पीपुल्स समाचार <box>915 1922 965 1932</box>
tiffin-mobile: मो.नं. 9425174141 <box>17 2081 104 2093</box>
lead-kicker: सीधी पेशाब कांड : <box>314 192 466 217</box>
nisha-byline: पीपुल्स ब्यूरो <box>1174 1579 1219 1591</box>
badge-effect: खबर का असर <box>1062 1105 1116 1117</box>
tweet-author-title: विधायक, चाचौड़ा <box>1479 157 1552 171</box>
section-title: राजनीतिक-प्रशासनिक <box>378 34 899 110</box>
vallabh-col-2 <box>1177 1070 1346 1459</box>
pawar-col2-body: पत्रकार वार्ता में पवार ने 'सीखो कमाओ योजना' और नव मतदाताओं के संदर्भ में मोर्चा द्वारा किए जाने वाले कार्यक्रमों का ब्योरा दिया। उन्होंने दावा किया कि सीखो कमाओ योजना ऐसे युवाओं के लिए वरदान साबित होने वाली है, जो स्वयं सक्षम बनकर किसी नए व्यवसाय में हाथ आजमाना चाहते हैं। इसके लिए मोर्चा इसे प्रदेश के हर युवा तक पहुंचाने के लिए पूरे प्रदेश में विशेष अभियान चलाएगा। ब्लॉक स्तर पर कार्यक्रम आयोजित किए जाएंगे। उन्होंने नव मतदाताओं को पार्टी से जोड़ने के लिए युवा चौपाल जैसे कार्यक्रमों का ब्योरा दिया। <box>206 1580 381 1788</box>
tiffin-col-3 <box>398 2064 596 2378</box>
border-headline: पांच जिलों के कलेक्टर और एसपी ने दिया प्रेजेंटेशन <box>613 1997 1296 2040</box>
column-rule <box>974 1468 975 1950</box>
tweet-text: कर्नाटक में विधायकों द्वारा टोल गेट पर अपने लिए अलग से सड़क के निर्माण की मांग करना आश्चर्यजनक है। विधायक सेवक होता है,मालिक नहीं। अलग सड़क बनानी है तो मरीजों के लिए बनाओ। <box>1314 25 1530 109</box>
column-rule <box>1169 1468 1170 1950</box>
balaghat-head: बालाघाट में करीब 300 कर्मचारियों के स्थानांतरण <box>756 1164 961 1200</box>
tiffin-col-1: पीपुल्स ब्यूरो • भोपाल मो.नं. 9425174141 मुख्यमंत्री शिवराज सिंह चौहान ने शनिवार को सीएम निवास में टिफिन पार्टी रखी है। सभी 30 मंत्री अपना-अपना टिफिन लेकर जाएंगे और होस्टल लाइफ की तरह एक साथ बैठकर एक-दूसरे के व्यंजन का स्वाद करेंगे। मुख्यमंत्री का भी टिफिन सभी मंत्रियों के सामने खुलेगा। टिफिन खुलने के पहले कैबिनेट बैठक होगी। बैठक शाम को पिकनिक जैसे माहौल में रखी गई है। मंत्रियों द्वारा लाए गए किसी के टिफिन से बुंदेलखंड तो किसी के मालवा और विंध्य का व्यंजन <box>17 2064 198 2378</box>
pwd-body: भोपाल। पीडब्ल्यूडी मंत्री गोपाल भार्गव ने प्रदेश में 227 करोड़ 81 लाख रुपए की लागत से 47 कार्यों की मंजूरी दी है। पीडब्ल्यूडी की स्थाई वित्त समिति की 248वीं बैठक में 105.15 करोड़ की लागत से 9 पुल तथा 28.49 करोड़ की लागत के 4 कार्यों की पुनरीक्षित स्वीकृति दी गई। ग्वालियर क्षेत्र के कांग्रेस के 9 पुल करीब 105 करोड़ में पूरे होंगे जिनमें एक रेलवे अंडर ब्रिज भी शामिल है। ये पुल सागर, खरगोन, इंदौर, रतलाम, पन्ना, दमोह, रीवा, डिंडोरी, सीधी, जबलपुर, उज्जैन, इंदौर एवं रीवा संभाग में बनेंगे। <box>980 1566 1160 1757</box>
vallabh-byline: पीपुल्स ब्यूरो <box>991 1074 1035 1085</box>
wheat-side2-head: चावल घोटाले का नहीं मिला 16 सौ करोड़ <box>1355 571 1539 610</box>
pawar-byline: पीपुल्स ब्यूरो <box>17 1582 62 1594</box>
schedule-item: कमलनाथ, पूर्व मुख्यमंत्री, भोपाल में रहेंगे। <box>23 153 302 172</box>
saar-story-1 <box>12 326 302 616</box>
schedule-item: कमल पटेल, मंत्री, कृषि, भोपाल में रहेंगे। <box>23 234 302 253</box>
website-link[interactable]: www.peoplessamachar.in <box>753 138 937 152</box>
saar-story-2 <box>12 622 302 924</box>
tiffin-sub2body: राज्य मंत्री ओपीएस भदौरिया भिंड के पेड़े लेकर आएंगे तो महेंद्र सिंह सिसोदिया, प्रद्युम्न सिंह तोमर, भारत सिंह कुशवाहा और बृजेंद्र यादव के टिफिन में चंबल के व्यंजन होंगे। विंध्य क्षेत्र के राज्य मंत्री रामखेलावन पटेल ने बताया कि विंध्य का खास व्यंजन 'इंदरहा' है लेकिन यह उनके टिफिन में नजर नहीं आएगा। वे दाल-रोटी, खीर लेकर पहुंचेंगे। <box>398 2138 596 2240</box>
gandhi-headline: गांधी प्रतिमा पर कांग्रेसियों ने किया धरना-प्रदर्शन <box>407 1479 846 1509</box>
